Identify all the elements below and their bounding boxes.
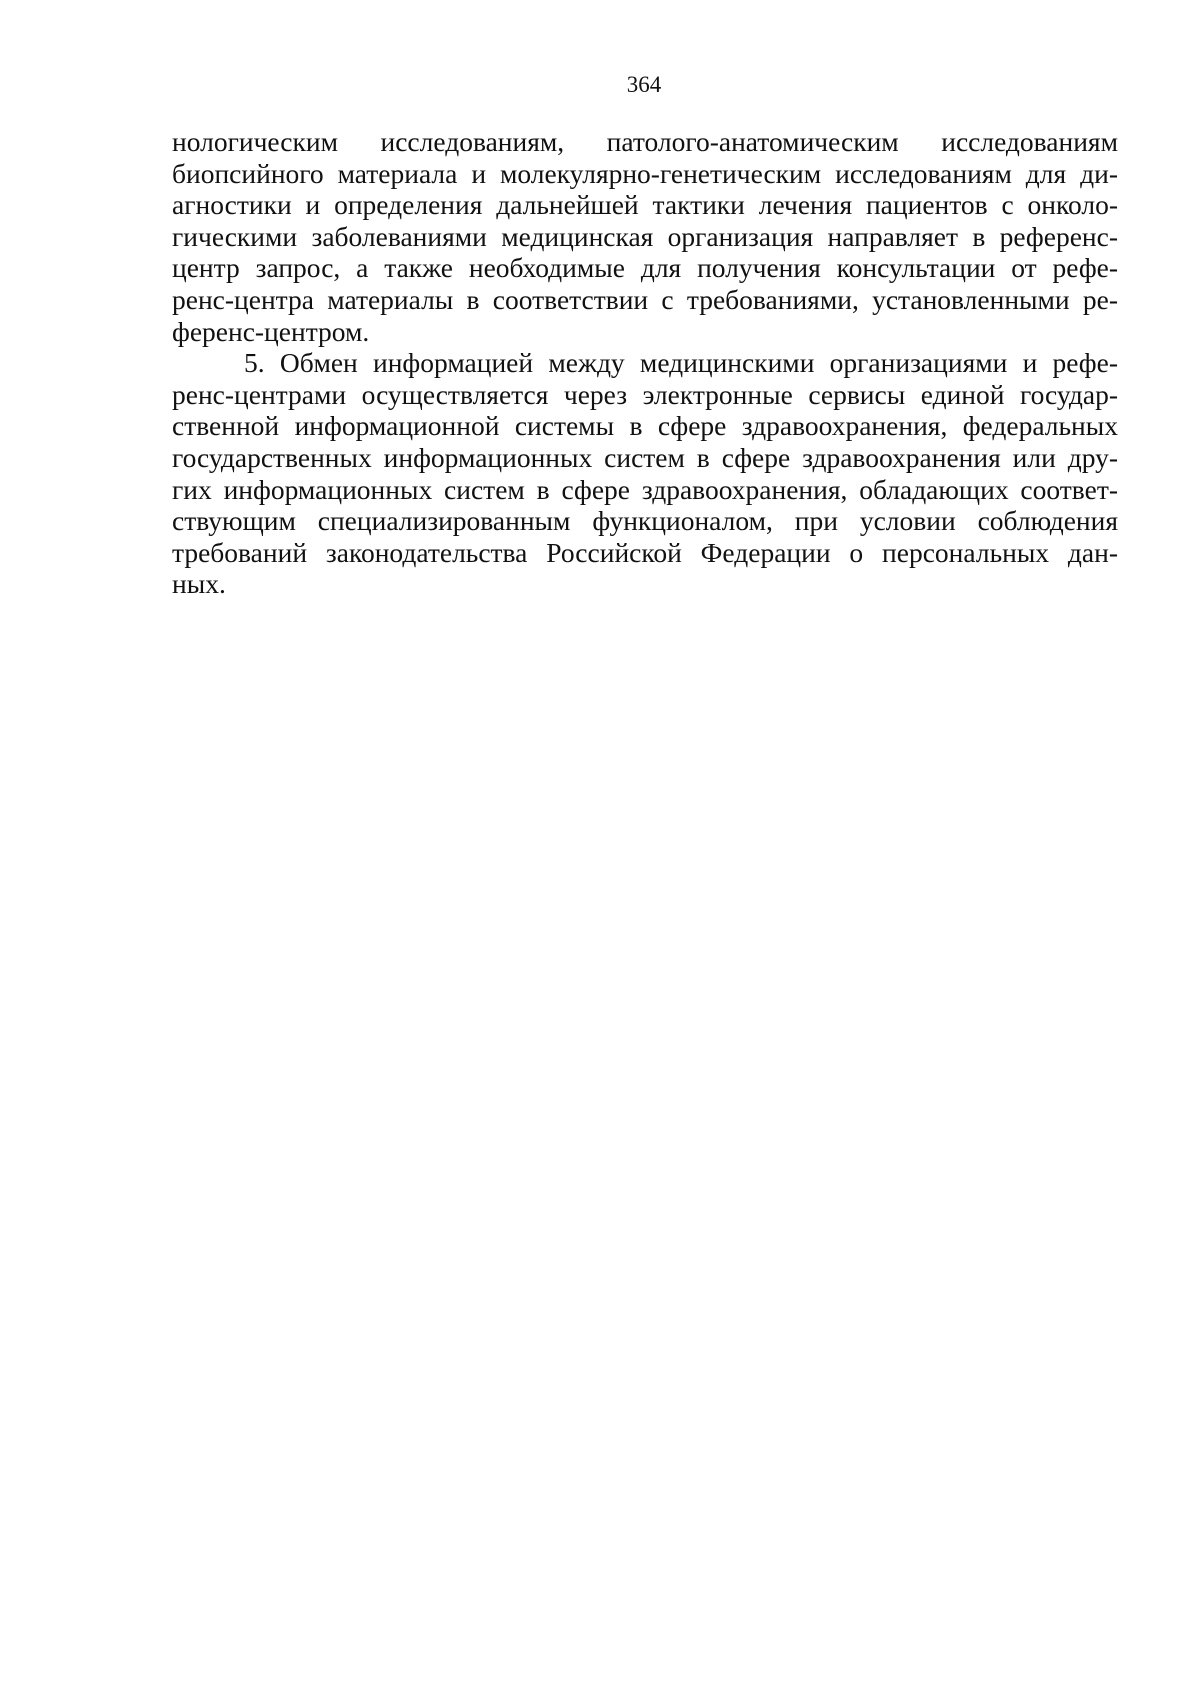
text-line: ствующим специализированным функционалом, при условии соблюдения — [172, 505, 1118, 537]
document-body — [172, 126, 1118, 600]
text-line: гих информационных систем в сфере здравоохранения, обладающих соответ- — [172, 473, 1118, 505]
text-line: гическими заболеваниями медицинская организация направляет в референс- — [172, 220, 1118, 252]
paragraph-item-5 — [172, 347, 1118, 600]
text-line: ственной информационной системы в сфере здравоохранения, федеральных — [172, 410, 1118, 442]
text-line: нологическим исследованиям, патолого-анатомическим исследованиям — [172, 126, 1118, 157]
text-line: ференс-центром. — [172, 315, 370, 347]
text-line: требований законодательства Российской Федерации о персональных дан- — [172, 536, 1118, 568]
text-line: 5. Обмен информацией между медицинскими организациями и рефе- — [244, 347, 1118, 379]
text-line: ренс-центрами осуществляется через электронные сервисы единой государ- — [172, 378, 1118, 410]
text-line: центр запрос, а также необходимые для получения консультации от рефе- — [172, 252, 1118, 284]
text-line: ных. — [172, 568, 226, 600]
text-line: государственных информационных систем в сфере здравоохранения или дру- — [172, 441, 1118, 473]
text-line: биопсийного материала и молекулярно-генетическим исследованиям для ди- — [172, 157, 1118, 189]
text-line: ренс-центра материалы в соответствии с требованиями, установленными ре- — [172, 283, 1118, 315]
page-number: 364 — [626, 72, 662, 97]
text-line: агностики и определения дальнейшей тактики лечения пациентов с онколо- — [172, 189, 1118, 221]
paragraph-continuation — [172, 126, 1118, 347]
